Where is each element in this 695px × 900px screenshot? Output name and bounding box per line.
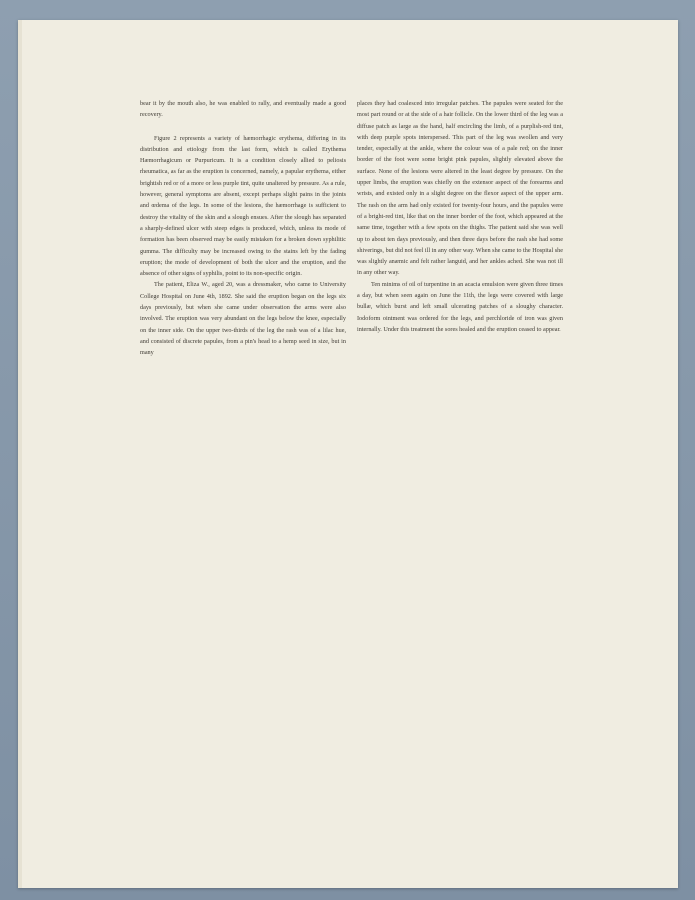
paragraph: Figure 2 represents a variety of hæmorrhagic erythema, differing in its distribution and etiology from the last form, which is called Erythema Hæmorrhagicum or Purpuricum. It is a condition closely allied to peliosis rheumatica, as far as the eruption is concerned, namely, a papular erythema, either brightish red or of a more or less purple tint, quite unaltered by pressure. As a rule, however, general symptoms are absent, except perhaps slight pains in the joints and œdema of the legs. In some of the lesions, the hæmorrhage is sufficient to destroy the vitality of the skin and a slough ensues. After the slough has separated a sharply-defined ulcer with steep edges is produced, which, unless its mode of formation has been observed may be easily mistaken for a broken down syphilitic gumma. The difficulty may be increased owing to the stains left by the fading eruption; the mode of development of both the ulcer and the eruption, and the absence of other signs of syphilis, point to its non-specific origin. — [140, 134, 346, 278]
page-left-edge — [18, 20, 22, 888]
document-page — [18, 20, 678, 888]
paragraph: The patient, Eliza W., aged 20, was a dressmaker, who came to University College Hospital on June 4th, 1892. She said the eruption began on the legs six days previously, but when she came under observation the arms were also involved. The eruption was very abundant on the legs below the knee, especially on the inner side. On the upper two-thirds of the leg the rash was of a lilac hue, and consisted of discrete papules, from a pin's head to a hemp seed in size, but in many — [140, 281, 346, 357]
text-column-right — [357, 98, 563, 335]
paragraph: bear it by the mouth also, he was enabled to rally, and eventually made a good recovery. — [140, 100, 346, 119]
paragraph: Ten minims of oil of turpentine in an acacia emulsion were given three times a day, but when seen again on June the 11th, the legs were covered with large bullæ, which burst and left small ulcerating patches of a sloughy character. Iodoform ointment was ordered for the legs, and perchloride of iron was given internally. Under this treatment the sores healed and the eruption ceased to appear. — [357, 280, 563, 333]
text-column-left — [140, 98, 346, 359]
paragraph: places they had coalesced into irregular patches. The papules were seated for the most part round or at the side of a hair follicle. On the lower third of the leg was a diffuse patch as large as the hand, half encircling the limb, of a purplish-red tint, with deep purple spots interspersed. This part of the leg was swollen and very tender, especially at the ankle, where the colour was of a pale red; on the inner border of the foot were some bright pink papules, slightly elevated above the surface. None of the lesions were altered in the least degree by pressure. On the upper limbs, the eruption was chiefly on the extensor aspect of the forearms and wrists, and existed only in a slight degree on the flexor aspect of the upper arm. The rash on the arm had only existed for twenty-four hours, and the papules were of a bright-red tint, like that on the inner border of the foot, which appeared at the same time, together with a few spots on the thighs. The patient said she was well up to about ten days previously, and then three days before the rash she had some shiverings, but did not feel ill in any other way. When she came to the Hospital she was slightly anæmic and felt rather languid, and her ankles ached. She was not ill in any other way. — [357, 100, 563, 277]
